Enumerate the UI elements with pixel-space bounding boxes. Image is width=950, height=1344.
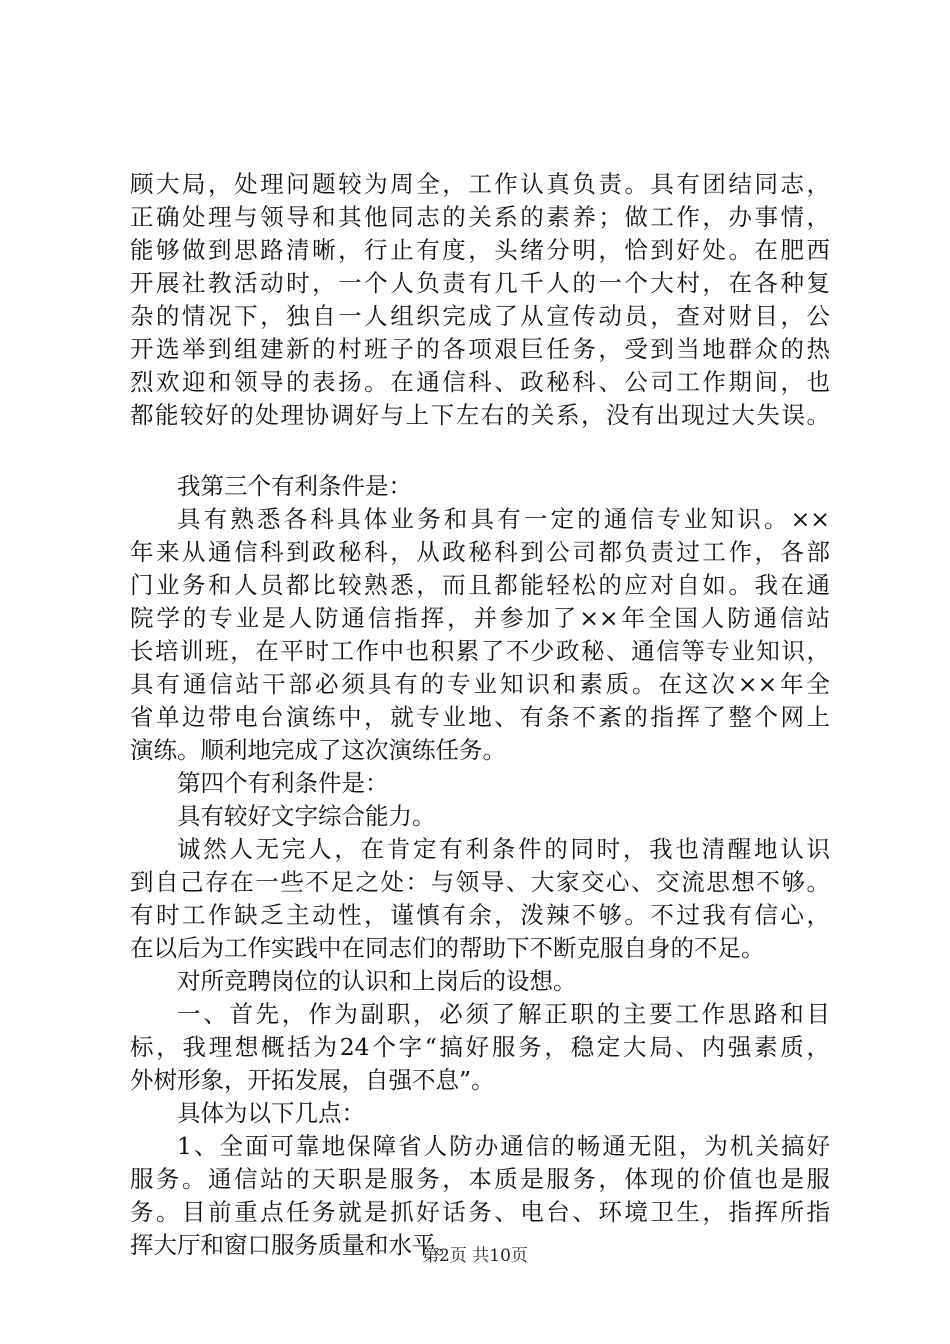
text-line: 标，我理想概括为24个字“搞好服务，稳定大局、内强素质， — [130, 1033, 830, 1061]
text-line: 年来从通信科到政秘科，从政秘科到公司都负责过工作，各部 — [130, 538, 830, 566]
text-line: 烈欢迎和领导的表扬。在通信科、政秘科、公司工作期间，也 — [130, 368, 830, 396]
text-line: 具有通信站干部必须具有的专业知识和素质。在这次××年全 — [130, 670, 830, 698]
text-line: 1、全面可靠地保障省人防办通信的畅通无阻，为机关搞好 — [177, 1132, 830, 1160]
text-line: 有时工作缺乏主动性，谨慎有余，泼辣不够。不过我有信心， — [130, 901, 830, 929]
text-line: 顾大局，处理问题较为周全，工作认真负责。具有团结同志， — [130, 170, 830, 198]
text-line: 具有熟悉各科具体业务和具有一定的通信专业知识。×× — [177, 505, 830, 533]
text-line: 挥大厅和窗口服务质量和水平。 — [130, 1231, 459, 1259]
document-body — [130, 168, 830, 1262]
text-line: 到自己存在一些不足之处：与领导、大家交心、交流思想不够。 — [130, 868, 830, 896]
text-line: 省单边带电台演练中，就专业地、有条不紊的指挥了整个网上 — [130, 703, 830, 731]
text-line: 具有较好文字综合能力。 — [177, 802, 436, 830]
text-line: 在以后为工作实践中在同志们的帮助下不断克服自身的不足。 — [130, 934, 765, 962]
text-line: 开展社教活动时，一个人负责有几千人的一个大村，在各种复 — [130, 269, 830, 297]
text-line: 长培训班，在平时工作中也积累了不少政秘、通信等专业知识， — [130, 637, 830, 665]
page-number-footer: 第2页 共10页 — [422, 1246, 528, 1266]
text-line: 正确处理与领导和其他同志的关系的素养；做工作，办事情， — [130, 203, 830, 231]
text-line: 院学的专业是人防通信指挥，并参加了××年全国人防通信站 — [130, 604, 830, 632]
text-line: 演练。顺利地完成了这次演练任务。 — [130, 736, 506, 764]
text-line: 都能较好的处理协调好与上下左右的关系，没有出现过大失误。 — [130, 401, 830, 429]
text-line: 服务。通信站的天职是服务，本质是服务，体现的价值也是服 — [130, 1165, 830, 1193]
text-line: 具体为以下几点： — [177, 1099, 365, 1127]
text-line: 开选举到组建新的村班子的各项艰巨任务，受到当地群众的热 — [130, 335, 830, 363]
text-line: 务。目前重点任务就是抓好话务、电台、环境卫生，指挥所指 — [130, 1198, 830, 1226]
text-line: 门业务和人员都比较熟悉，而且都能轻松的应对自如。我在通 — [130, 571, 830, 599]
text-line: 外树形象，开拓发展，自强不息”。 — [130, 1066, 495, 1094]
text-line: 一、首先，作为副职，必须了解正职的主要工作思路和目 — [177, 1000, 830, 1028]
text-line: 对所竞聘岗位的认识和上岗后的设想。 — [177, 967, 577, 995]
text-line: 杂的情况下，独自一人组织完成了从宣传动员，查对财目，公 — [130, 302, 830, 330]
text-line: 能够做到思路清晰，行止有度，头绪分明，恰到好处。在肥西 — [130, 236, 830, 264]
text-line: 我第三个有利条件是： — [177, 472, 412, 500]
text-line: 第四个有利条件是： — [177, 769, 389, 797]
paragraph-gap — [130, 432, 830, 470]
text-line: 诚然人无完人，在肯定有利条件的同时，我也清醒地认识 — [177, 835, 830, 863]
